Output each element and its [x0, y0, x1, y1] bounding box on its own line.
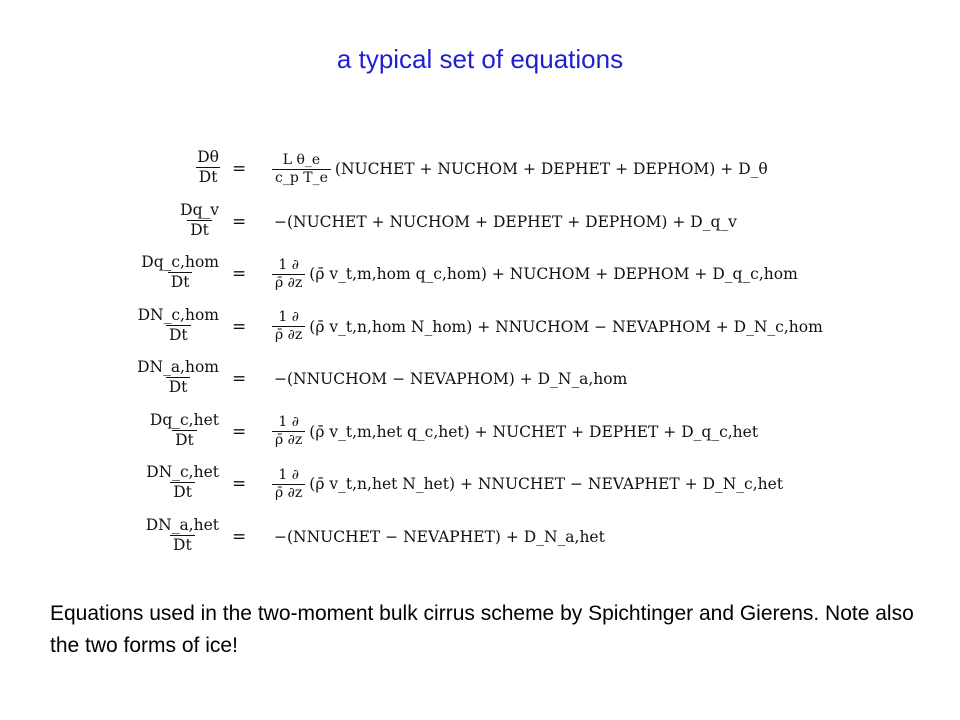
equation-rhs	[272, 356, 627, 402]
lhs-numerator: DN_c,hom	[137, 305, 219, 324]
rhs-prefix-denominator: ρ̄ ∂z	[272, 484, 305, 502]
lhs-numerator: Dq_c,het	[149, 410, 219, 429]
lhs-denominator: Dt	[166, 377, 191, 397]
lhs-denominator: Dt	[166, 325, 191, 345]
equals-sign: =	[232, 264, 247, 284]
rhs-expression: (ρ̄ v_t,m,het q_c,het) + NUCHET + DEPHET + D_q_c,het	[309, 422, 759, 441]
equation-rhs	[272, 514, 605, 560]
slide-title: a typical set of equations	[336, 44, 624, 74]
rhs-expression: (ρ̄ v_t,m,hom q_c,hom) + NUCHOM + DEPHOM + D_q_c,hom	[309, 265, 798, 283]
equals-sign: =	[232, 421, 247, 442]
rhs-prefix-denominator: ρ̄ ∂z	[272, 431, 305, 449]
equation-row	[122, 199, 842, 252]
lhs-numerator: Dq_v	[180, 200, 219, 219]
lhs-denominator: Dt	[168, 272, 193, 292]
equals-sign: =	[232, 211, 247, 232]
equals-sign: =	[232, 159, 247, 179]
lhs-numerator: DN_a,hom	[137, 358, 219, 376]
equation-row	[122, 461, 842, 514]
rhs-expression: (ρ̄ v_t,n,het N_het) + NNUCHET − NEVAPHET + D_N_c,het	[309, 475, 784, 493]
equation-row	[122, 409, 842, 462]
equals-sign: =	[232, 526, 247, 547]
lhs-numerator: DN_c,het	[146, 463, 219, 481]
equation-row	[122, 146, 842, 199]
equation-block	[122, 146, 842, 566]
lhs-denominator: Dt	[196, 167, 221, 187]
rhs-prefix-denominator: c_p T_e	[272, 169, 331, 187]
rhs-expression: −(NUCHET + NUCHOM + DEPHET + DEPHOM) + D_q_v	[274, 212, 737, 231]
equation-rhs	[272, 409, 758, 455]
rhs-prefix-denominator: ρ̄ ∂z	[272, 274, 305, 292]
rhs-prefix-numerator: L θ_e	[282, 151, 321, 168]
lhs-numerator: DN_a,het	[145, 515, 219, 534]
rhs-expression: (ρ̄ v_t,n,hom N_hom) + NNUCHOM − NEVAPHOM + D_N_c,hom	[309, 317, 823, 336]
equation-row	[122, 304, 842, 357]
equation-lhs	[143, 463, 222, 502]
equation-lhs	[134, 358, 222, 397]
lhs-denominator: Dt	[170, 482, 195, 502]
equation-lhs	[177, 201, 222, 240]
rhs-prefix-denominator: ρ̄ ∂z	[272, 326, 305, 344]
lhs-numerator: Dq_c,hom	[141, 253, 219, 271]
equation-lhs	[143, 516, 222, 555]
equation-lhs	[194, 148, 222, 187]
lhs-denominator: Dt	[187, 220, 212, 240]
rhs-expression: −(NNUCHET − NEVAPHET) + D_N_a,het	[274, 527, 605, 546]
equation-lhs	[147, 411, 222, 450]
equation-lhs	[138, 253, 222, 292]
equation-row	[122, 251, 842, 304]
equation-row	[122, 356, 842, 409]
equation-lhs	[135, 306, 222, 345]
rhs-prefix-numerator: 1 ∂	[278, 414, 299, 430]
rhs-prefix-numerator: 1 ∂	[278, 466, 299, 483]
equation-rhs	[272, 146, 768, 192]
equals-sign: =	[232, 369, 247, 389]
rhs-expression: −(NNUCHOM − NEVAPHOM) + D_N_a,hom	[274, 370, 628, 388]
equation-rhs	[272, 199, 737, 245]
equation-rhs	[272, 304, 823, 350]
slide-caption: Equations used in the two-moment bulk cirrus scheme by Spichtinger and Gierens. Note also the two forms of ice!	[50, 602, 914, 657]
equals-sign: =	[232, 474, 247, 494]
lhs-numerator: Dθ	[197, 148, 219, 166]
rhs-prefix-numerator: 1 ∂	[278, 256, 299, 273]
lhs-denominator: Dt	[170, 535, 195, 555]
equation-row	[122, 514, 842, 567]
rhs-prefix-numerator: 1 ∂	[278, 309, 299, 325]
equals-sign: =	[232, 316, 247, 337]
equation-rhs	[272, 461, 783, 507]
equation-rhs	[272, 251, 798, 297]
lhs-denominator: Dt	[172, 430, 197, 450]
rhs-expression: (NUCHET + NUCHOM + DEPHET + DEPHOM) + D_θ	[334, 160, 768, 178]
